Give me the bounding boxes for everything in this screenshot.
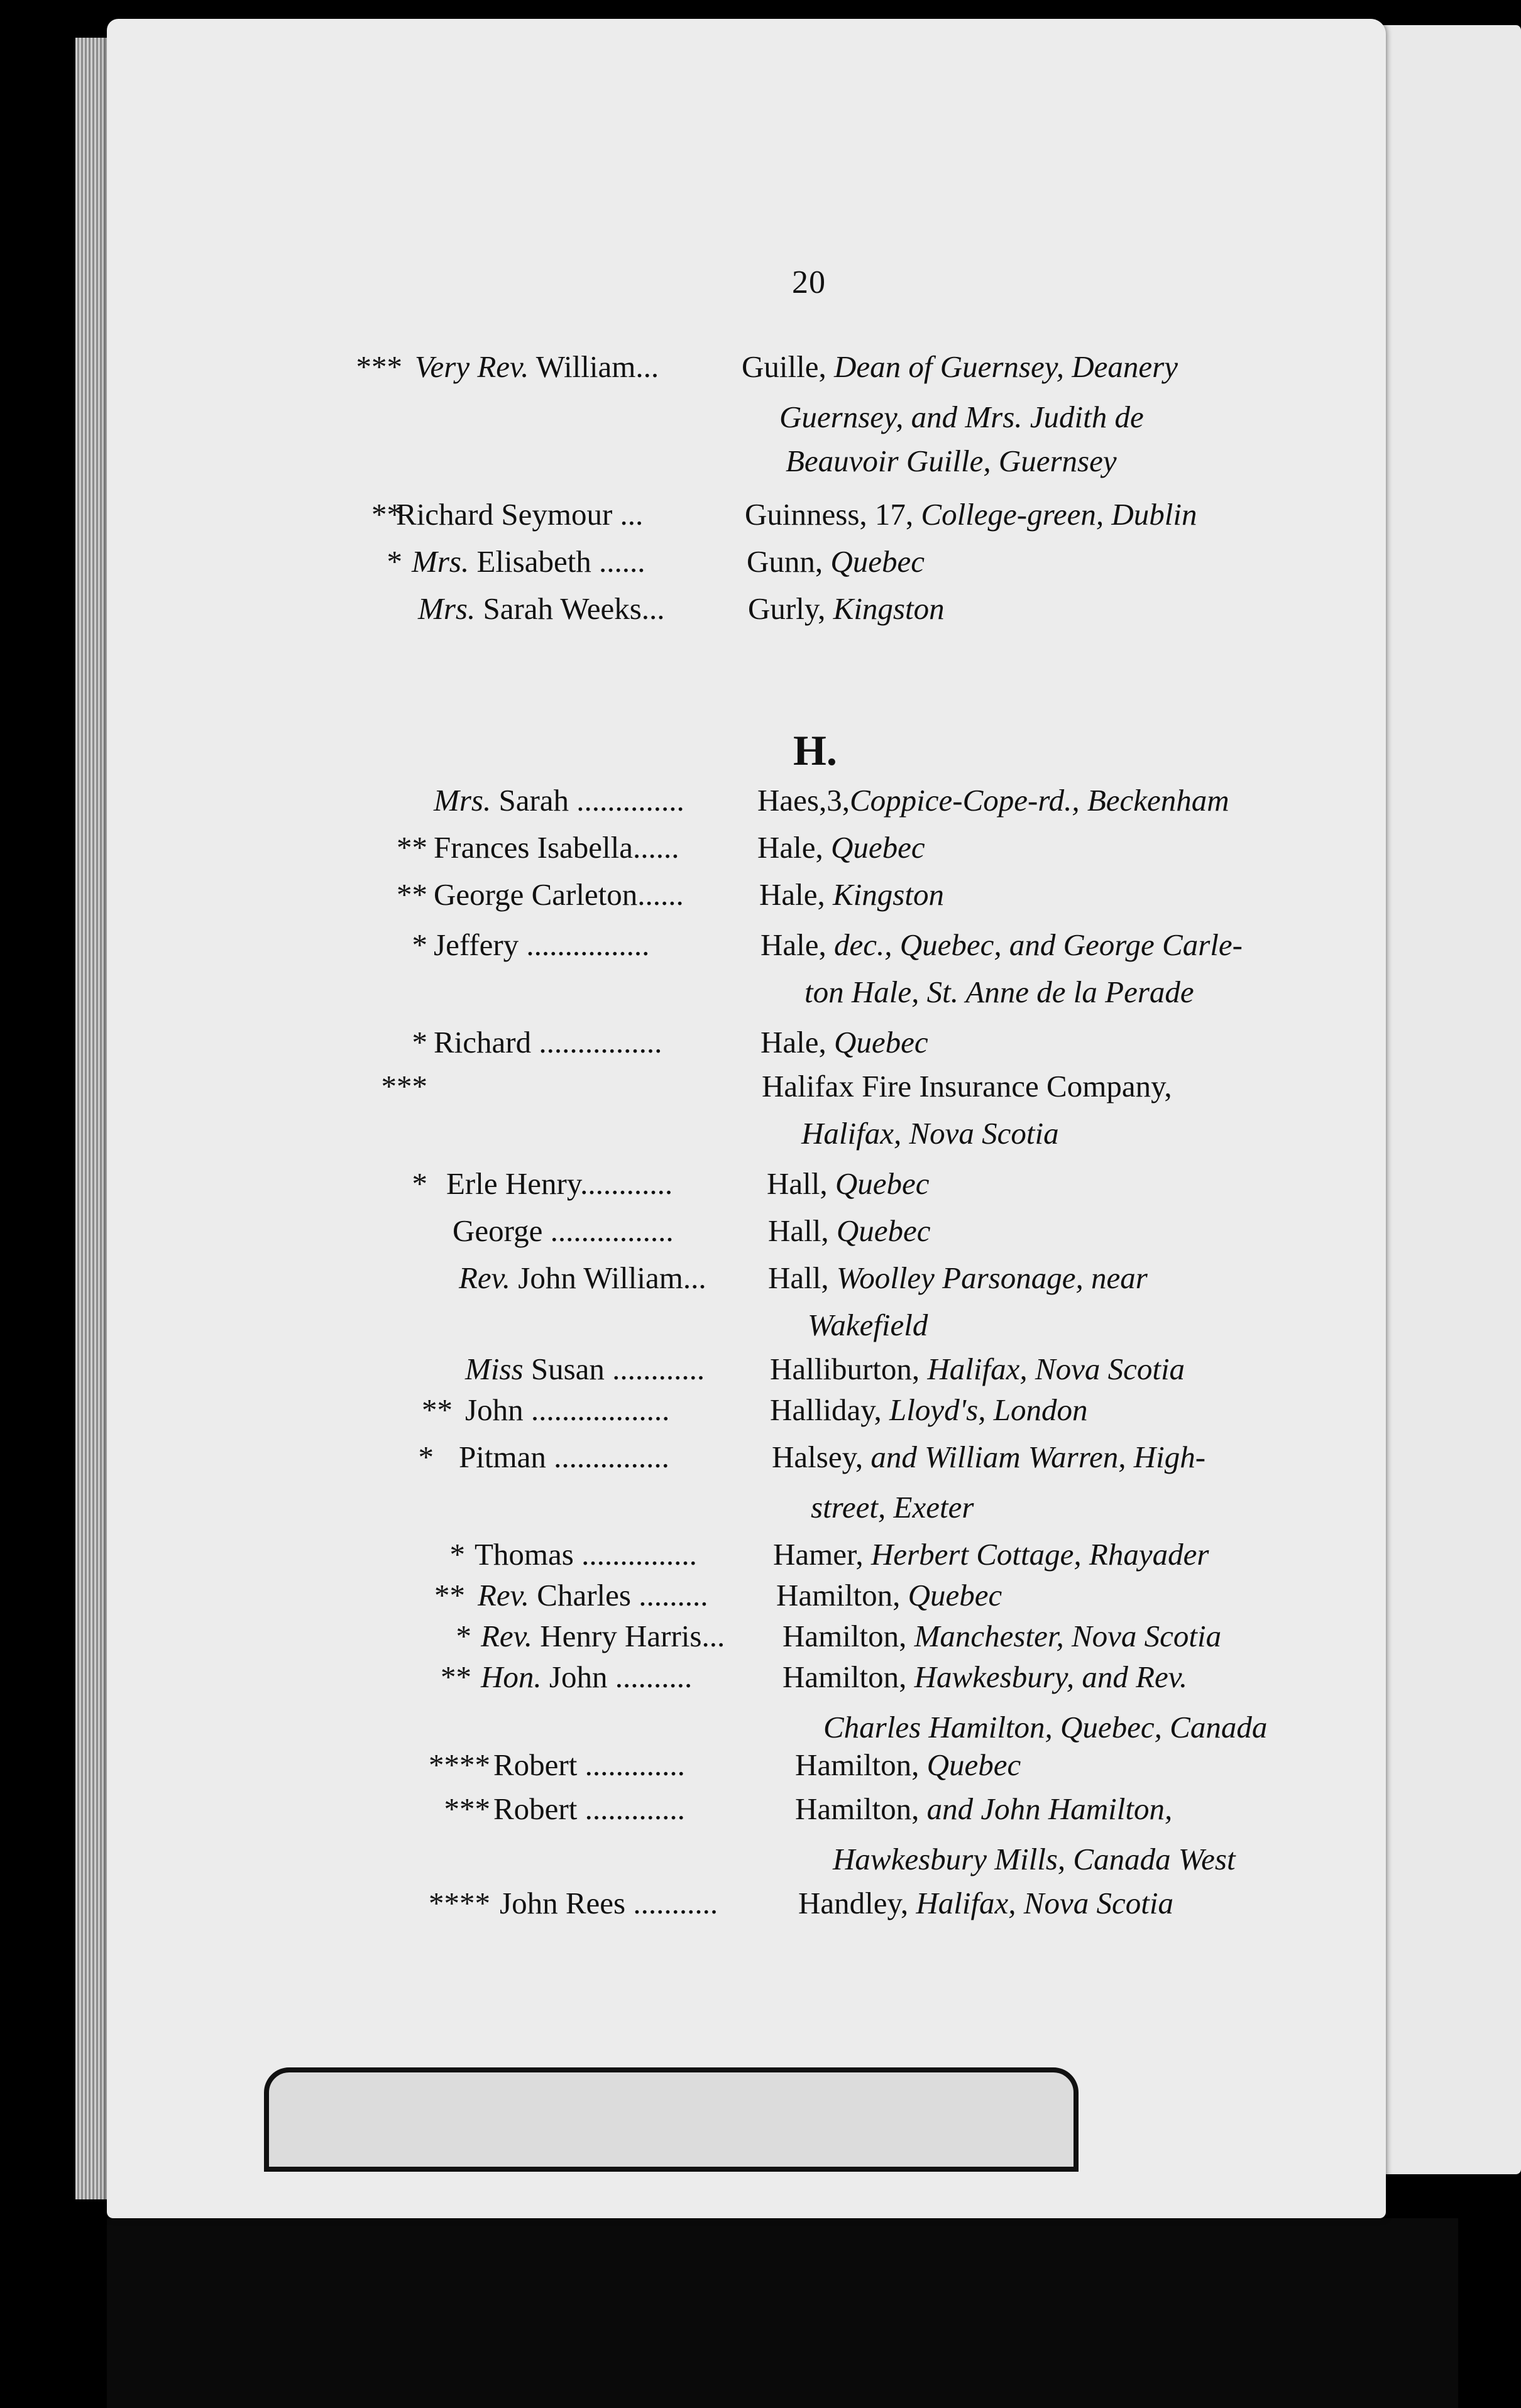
given-name: Thomas ............... bbox=[475, 1537, 697, 1572]
surname: Hale, bbox=[760, 928, 826, 962]
asterisk-mark: * bbox=[449, 1537, 465, 1572]
given-name: John .......... bbox=[549, 1660, 693, 1694]
place: Coppice-Cope-rd., Beckenham bbox=[849, 783, 1229, 818]
place: dec., Quebec, and George Carle- bbox=[834, 928, 1243, 962]
list-item bbox=[0, 1260, 1521, 1316]
surname: Handley, bbox=[798, 1886, 909, 1920]
surname: Hall, bbox=[768, 1213, 829, 1248]
continuation-line: street, Exeter bbox=[811, 1490, 974, 1524]
place: Woolley Parsonage, near bbox=[836, 1261, 1148, 1295]
honorific: Mrs. bbox=[434, 783, 491, 818]
continuation-line: Beauvoir Guille, Guernsey bbox=[786, 444, 1117, 478]
honorific: Rev. bbox=[481, 1619, 533, 1653]
place: Halifax, Nova Scotia bbox=[927, 1352, 1185, 1386]
surname: Gunn, bbox=[747, 544, 823, 579]
list-item bbox=[0, 927, 1521, 983]
page-number: 20 bbox=[792, 265, 826, 300]
asterisk-mark: * bbox=[412, 928, 427, 962]
surname: Hale, bbox=[760, 1025, 826, 1059]
scan-bottom-band bbox=[107, 2218, 1458, 2408]
surname: Hale, bbox=[757, 830, 823, 865]
place: Halifax, Nova Scotia bbox=[916, 1886, 1173, 1920]
place: and William Warren, High- bbox=[870, 1440, 1206, 1474]
honorific: Miss bbox=[465, 1352, 524, 1386]
given-name: George Carleton...... bbox=[434, 877, 684, 912]
surname: Hamilton, bbox=[782, 1660, 907, 1694]
asterisk-mark: ** bbox=[371, 497, 402, 532]
list-item bbox=[0, 349, 1521, 405]
place: Quebec bbox=[835, 1166, 930, 1201]
asterisk-mark: ** bbox=[441, 1660, 471, 1694]
asterisk-mark: * bbox=[387, 544, 402, 579]
place: Quebec bbox=[908, 1578, 1002, 1612]
place: Manchester, Nova Scotia bbox=[914, 1619, 1222, 1653]
given-name: John .................. bbox=[465, 1393, 670, 1427]
honorific: Hon. bbox=[481, 1660, 542, 1694]
honorific: Rev. bbox=[478, 1578, 530, 1612]
surname: Hall, bbox=[768, 1261, 829, 1295]
surname: Halifax Fire Insurance Company, bbox=[762, 1069, 1172, 1103]
given-name: Jeffery ................ bbox=[434, 928, 650, 962]
place: Kingston bbox=[833, 591, 945, 626]
place: Quebec bbox=[836, 1213, 931, 1248]
list-item bbox=[0, 591, 1521, 647]
list-item bbox=[0, 1068, 1521, 1125]
place: Quebec bbox=[830, 544, 925, 579]
surname: Halliday, bbox=[770, 1393, 882, 1427]
book-clamp bbox=[264, 2067, 1079, 2172]
honorific: Very Rev. bbox=[415, 349, 529, 384]
asterisk-mark: **** bbox=[429, 1748, 490, 1782]
list-item bbox=[0, 1439, 1521, 1496]
asterisk-mark: * bbox=[412, 1025, 427, 1059]
continuation-line: Charles Hamilton, Quebec, Canada bbox=[823, 1710, 1268, 1744]
given-name: Richard Seymour ... bbox=[396, 497, 644, 532]
place: Herbert Cottage, Rhayader bbox=[870, 1537, 1209, 1572]
continuation-line: Wakefield bbox=[808, 1308, 928, 1342]
place: Quebec bbox=[831, 830, 925, 865]
given-name: John William... bbox=[518, 1261, 706, 1295]
place: Quebec bbox=[926, 1748, 1021, 1782]
place: and John Hamilton, bbox=[926, 1792, 1173, 1826]
surname: Hamilton, bbox=[795, 1748, 920, 1782]
given-name: Henry Harris... bbox=[540, 1619, 725, 1653]
surname: Gurly, bbox=[748, 591, 826, 626]
asterisk-mark: **** bbox=[429, 1886, 490, 1920]
asterisk-mark: *** bbox=[381, 1069, 427, 1103]
place: Dean of Guernsey, Deanery bbox=[833, 349, 1178, 384]
asterisk-mark: * bbox=[456, 1619, 471, 1653]
given-name: Robert ............. bbox=[493, 1792, 685, 1826]
honorific: Rev. bbox=[459, 1261, 511, 1295]
surname: Guinness, 17, bbox=[745, 497, 914, 532]
asterisk-mark: ** bbox=[397, 830, 427, 865]
given-name: Charles ......... bbox=[537, 1578, 708, 1612]
surname: Hall, bbox=[767, 1166, 828, 1201]
surname: Halliburton, bbox=[770, 1352, 920, 1386]
surname: Halsey, bbox=[772, 1440, 864, 1474]
given-name: Richard ................ bbox=[434, 1025, 662, 1059]
continuation-line: Guernsey, and Mrs. Judith de bbox=[779, 400, 1144, 434]
section-heading: H. bbox=[793, 726, 837, 774]
continuation-line: Halifax, Nova Scotia bbox=[801, 1116, 1059, 1151]
list-item bbox=[0, 1659, 1521, 1716]
given-name: Susan ............ bbox=[530, 1352, 705, 1386]
given-name: Sarah Weeks... bbox=[483, 591, 665, 626]
honorific: Mrs. bbox=[418, 591, 476, 626]
place: College-green, Dublin bbox=[921, 497, 1197, 532]
surname: Hamilton, bbox=[782, 1619, 907, 1653]
list-item bbox=[0, 877, 1521, 933]
given-name: William... bbox=[535, 349, 659, 384]
surname: Hamilton, bbox=[776, 1578, 901, 1612]
asterisk-mark: ** bbox=[397, 877, 427, 912]
asterisk-mark: ** bbox=[434, 1578, 465, 1612]
asterisk-mark: * bbox=[418, 1440, 434, 1474]
given-name: Erle Henry............ bbox=[446, 1166, 673, 1201]
surname: Guille, bbox=[742, 349, 826, 384]
continuation-line: Hawkesbury Mills, Canada West bbox=[833, 1842, 1236, 1876]
given-name: Pitman ............... bbox=[459, 1440, 669, 1474]
surname: Haes,3, bbox=[757, 783, 850, 818]
place: Kingston bbox=[833, 877, 944, 912]
given-name: John Rees ........... bbox=[500, 1886, 718, 1920]
place: Quebec bbox=[834, 1025, 928, 1059]
list-item bbox=[0, 1885, 1521, 1942]
given-name: Frances Isabella...... bbox=[434, 830, 679, 865]
surname: Hamer, bbox=[773, 1537, 864, 1572]
asterisk-mark: ** bbox=[422, 1393, 453, 1427]
asterisk-mark: * bbox=[412, 1166, 427, 1201]
honorific: Mrs. bbox=[412, 544, 469, 579]
given-name: Robert ............. bbox=[493, 1748, 685, 1782]
surname: Hamilton, bbox=[795, 1792, 920, 1826]
given-name: George ................ bbox=[453, 1213, 674, 1248]
given-name: Elisabeth ...... bbox=[476, 544, 645, 579]
given-name: Sarah .............. bbox=[498, 783, 684, 818]
surname: Hale, bbox=[759, 877, 825, 912]
asterisk-mark: *** bbox=[444, 1792, 490, 1826]
list-item bbox=[0, 1791, 1521, 1847]
asterisk-mark: *** bbox=[356, 349, 402, 384]
place: Lloyd's, London bbox=[889, 1393, 1088, 1427]
place: Hawkesbury, and Rev. bbox=[914, 1660, 1188, 1694]
continuation-line: ton Hale, St. Anne de la Perade bbox=[804, 975, 1194, 1009]
